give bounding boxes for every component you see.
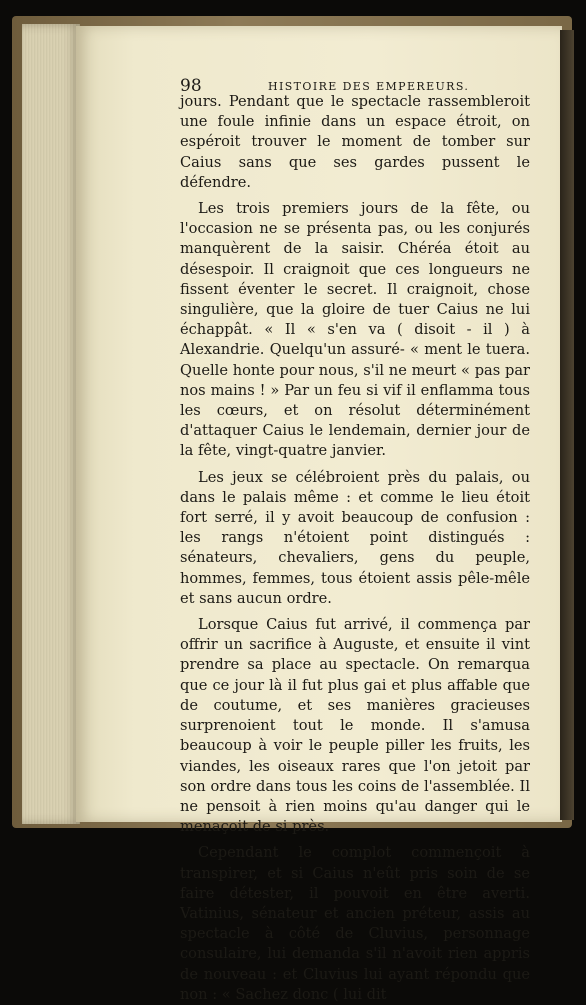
page-number: 98 xyxy=(180,76,202,96)
paragraph: jours. Pendant que le spectacle rassembleroit une foule infinie dans un espace étroit, on espéroit trouver le moment de tomber sur Caius sans que ses gardes pussent le défendre. xyxy=(180,93,530,191)
paragraph: Les trois premiers jours de la fête, ou l'occasion ne se présenta pas, ou les conjurés manquèrent de la saisir. Chéréa étoit au désespoir. Il craignoit que ces longueurs ne fissent éventer le secret. Il craignoit, chose singulière, que la gloire de tuer Caius ne lui échappât. « Il « s'en va ( disoit - il ) à Alexandrie. Quelqu'un assuré- « ment le tuera. Quelle honte pour nous, s'il ne meurt « pas par nos mains ! » Par un feu si vif il enflamma tous les cœurs, et on résolut déterminément d'attaquer Caius le lendemain, dernier jour de la fête, vingt-quatre janvier. xyxy=(180,200,530,460)
paragraph: Cependant le complot commençoit à transpirer, et si Caius n'eût pris soin de se faire détester, il pouvoit en être averti. Vatinius, sénateur et ancien préteur, assis au spectacle à côté de Cluvius, personnage consulaire, lui demanda s'il n'avoit rien appris de nouveau : et Cluvius lui ayant répondu que non : « Sachez donc ( lui dit xyxy=(180,844,530,1003)
paragraph: Les jeux se célébroient près du palais, ou dans le palais même : et comme le lieu étoit fort serré, il y avoit beaucoup de confusion : les rangs n'étoient point distingués : sénateurs, chevaliers, gens du peuple, hommes, femmes, tous étoient assis pêle-mêle et sans aucun ordre. xyxy=(180,468,530,607)
paragraph: Lorsque Caius fut arrivé, il commença par offrir un sacrifice à Auguste, et ensuite il vint prendre sa place au spectacle. On remarqua que ce jour là il fut plus gai et plus affable que de coutume, et ses manières gracieuses surprenoient tout le monde. Il s'amusa beaucoup à voir le peuple piller les fruits, les viandes, les oiseaux rares que l'on jetoit par son ordre dans tous les coins de l'assemblée. Il ne pensoit à rien moins qu'au danger qui le menaçoit de si près. xyxy=(180,616,530,836)
running-title: HISTOIRE DES EMPEREURS. xyxy=(268,80,470,93)
page-text xyxy=(180,92,530,1005)
page-edges xyxy=(22,24,80,824)
page-shadow xyxy=(560,30,574,820)
